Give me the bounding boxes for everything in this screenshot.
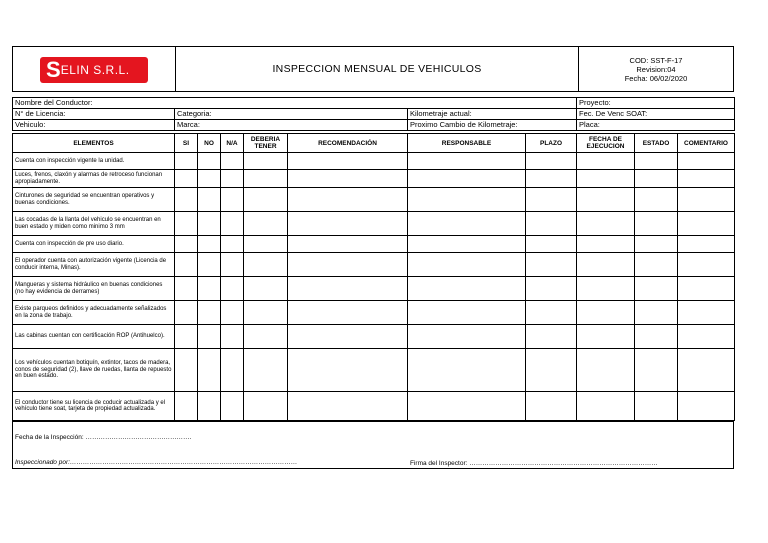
deberia-tener-cell[interactable] — [244, 392, 288, 421]
next-mileage-change-field[interactable]: Proximo Cambio de Kilometraje: — [408, 120, 577, 131]
element-text: Existe parqueos definidos y adecuadamente señalizados en la zona de trabajo. — [13, 301, 175, 325]
na-cell[interactable] — [221, 153, 244, 170]
deberia-tener-cell[interactable] — [244, 153, 288, 170]
si-cell[interactable] — [175, 236, 198, 253]
plazo-cell[interactable] — [526, 301, 577, 325]
no-cell[interactable] — [198, 153, 221, 170]
element-text: Las cocadas de la llanta del vehiculo se encuentran en buen estado y miden como minimo 3 mm — [13, 212, 175, 236]
estado-cell[interactable] — [635, 236, 678, 253]
form-title: INSPECCION MENSUAL DE VEHICULOS — [176, 47, 579, 92]
comentario-cell[interactable] — [678, 153, 735, 170]
si-cell[interactable] — [175, 153, 198, 170]
fecha-ejecucion-cell[interactable] — [577, 349, 635, 392]
checklist-row — [13, 349, 735, 392]
checklist-body — [13, 153, 735, 421]
recomendacion-cell[interactable] — [288, 170, 408, 188]
element-text: El conductor tiene su licencia de coducir actualizada y el vehículo tiene soat, tarjeta de propiedad actualizada. — [13, 392, 175, 421]
inspection-date-field[interactable]: Fecha de la Inspección: …………………………………………. — [15, 434, 192, 441]
checklist-row — [13, 153, 735, 170]
col-elementos: ELEMENTOS — [13, 134, 175, 153]
col-no: NO — [198, 134, 221, 153]
inspector-signature-field[interactable]: Firma del Inspector: …………………………………………………………………………… — [410, 460, 658, 467]
recomendacion-cell[interactable] — [288, 212, 408, 236]
logo-cell — [13, 47, 176, 92]
estado-cell[interactable] — [635, 301, 678, 325]
checklist-row — [13, 212, 735, 236]
fecha-ejecucion-cell[interactable] — [577, 301, 635, 325]
no-cell[interactable] — [198, 253, 221, 277]
inspected-by-field[interactable]: Inspeccionado por:…………………………………………………………………………………………… — [15, 459, 298, 466]
form-header — [12, 46, 734, 92]
comentario-cell[interactable] — [678, 236, 735, 253]
col-si: SI — [175, 134, 198, 153]
responsable-cell[interactable] — [408, 188, 526, 212]
deberia-tener-cell[interactable] — [244, 277, 288, 301]
plazo-cell[interactable] — [526, 153, 577, 170]
checklist-row — [13, 236, 735, 253]
checklist-row — [13, 392, 735, 421]
fecha-ejecucion-cell[interactable] — [577, 277, 635, 301]
col-deberia-tener: DEBERIA TENER — [244, 134, 288, 153]
si-cell[interactable] — [175, 277, 198, 301]
na-cell[interactable] — [221, 349, 244, 392]
responsable-cell[interactable] — [408, 253, 526, 277]
estado-cell[interactable] — [635, 277, 678, 301]
comentario-cell[interactable] — [678, 253, 735, 277]
deberia-tener-cell[interactable] — [244, 253, 288, 277]
license-number-field[interactable]: N° de Licencia: — [13, 109, 175, 120]
no-cell[interactable] — [198, 392, 221, 421]
no-cell[interactable] — [198, 349, 221, 392]
deberia-tener-cell[interactable] — [244, 188, 288, 212]
na-cell[interactable] — [221, 212, 244, 236]
comentario-cell[interactable] — [678, 301, 735, 325]
form-footer — [12, 421, 734, 469]
estado-cell[interactable] — [635, 325, 678, 349]
responsable-cell[interactable] — [408, 325, 526, 349]
recomendacion-cell[interactable] — [288, 277, 408, 301]
plazo-cell[interactable] — [526, 212, 577, 236]
checklist-row — [13, 253, 735, 277]
col-plazo: PLAZO — [526, 134, 577, 153]
recomendacion-cell[interactable] — [288, 253, 408, 277]
na-cell[interactable] — [221, 188, 244, 212]
checklist-row — [13, 277, 735, 301]
company-logo: SELIN S.R.L. — [40, 57, 148, 83]
comentario-cell[interactable] — [678, 212, 735, 236]
element-text: Cinturones de seguridad se encuentran operativos y buenas condiciones. — [13, 188, 175, 212]
col-na: N/A — [221, 134, 244, 153]
estado-cell[interactable] — [635, 188, 678, 212]
si-cell[interactable] — [175, 301, 198, 325]
recomendacion-cell[interactable] — [288, 325, 408, 349]
deberia-tener-cell[interactable] — [244, 349, 288, 392]
si-cell[interactable] — [175, 349, 198, 392]
plazo-cell[interactable] — [526, 188, 577, 212]
fecha-ejecucion-cell[interactable] — [577, 253, 635, 277]
current-mileage-field[interactable]: Kilometraje actual: — [408, 109, 577, 120]
element-text: Mangueras y sistema hidráulico en buenas condiciones (no hay evidencia de derrames) — [13, 277, 175, 301]
fecha-ejecucion-cell[interactable] — [577, 236, 635, 253]
recomendacion-cell[interactable] — [288, 349, 408, 392]
deberia-tener-cell[interactable] — [244, 236, 288, 253]
col-fecha-ejecucion: FECHA DE EJECUCION — [577, 134, 635, 153]
comentario-cell[interactable] — [678, 349, 735, 392]
fecha-ejecucion-cell[interactable] — [577, 392, 635, 421]
si-cell[interactable] — [175, 170, 198, 188]
inspection-form — [12, 46, 734, 469]
soat-expiry-field[interactable]: Fec. De Venc SOAT: — [577, 109, 735, 120]
col-estado: ESTADO — [635, 134, 678, 153]
element-text: Luces, frenos, claxón y alarmas de retroceso funcionan apropiadamente. — [13, 170, 175, 188]
fecha-ejecucion-cell[interactable] — [577, 212, 635, 236]
responsable-cell[interactable] — [408, 170, 526, 188]
checklist-row — [13, 188, 735, 212]
plazo-cell[interactable] — [526, 392, 577, 421]
recomendacion-cell[interactable] — [288, 188, 408, 212]
comentario-cell[interactable] — [678, 392, 735, 421]
recomendacion-cell[interactable] — [288, 301, 408, 325]
element-text: Las cabinas cuentan con certificación ROP (Antihuelco). — [13, 325, 175, 349]
comentario-cell[interactable] — [678, 325, 735, 349]
element-text: El operador cuenta con autorización vigente (Licencia de conducir interna, Minas). — [13, 253, 175, 277]
comentario-cell[interactable] — [678, 170, 735, 188]
na-cell[interactable] — [221, 301, 244, 325]
na-cell[interactable] — [221, 325, 244, 349]
estado-cell[interactable] — [635, 349, 678, 392]
checklist-row — [13, 301, 735, 325]
project-field[interactable]: Proyecto: — [577, 98, 735, 109]
col-comentario: COMENTARIO — [678, 134, 735, 153]
deberia-tener-cell[interactable] — [244, 325, 288, 349]
na-cell[interactable] — [221, 236, 244, 253]
plazo-cell[interactable] — [526, 253, 577, 277]
responsable-cell[interactable] — [408, 212, 526, 236]
no-cell[interactable] — [198, 188, 221, 212]
si-cell[interactable] — [175, 212, 198, 236]
col-responsable: RESPONSABLE — [408, 134, 526, 153]
estado-cell[interactable] — [635, 212, 678, 236]
estado-cell[interactable] — [635, 153, 678, 170]
no-cell[interactable] — [198, 301, 221, 325]
no-cell[interactable] — [198, 325, 221, 349]
element-text: Los vehículos cuentan botiquín, extintor, tacos de madera, conos de seguridad (2), llave de ruedas, llanta de repuesto en buen estado. — [13, 349, 175, 392]
responsable-cell[interactable] — [408, 349, 526, 392]
plazo-cell[interactable] — [526, 325, 577, 349]
fecha-ejecucion-cell[interactable] — [577, 153, 635, 170]
estado-cell[interactable] — [635, 253, 678, 277]
col-recomendacion: RECOMENDACIÓN — [288, 134, 408, 153]
brand-field[interactable]: Marca: — [175, 120, 408, 131]
checklist-row — [13, 170, 735, 188]
date-text: Fecha: 06/02/2020 — [624, 73, 688, 83]
plate-field[interactable]: Placa: — [577, 120, 735, 131]
recomendacion-cell[interactable] — [288, 392, 408, 421]
si-cell[interactable] — [175, 253, 198, 277]
document-code — [579, 47, 734, 92]
plazo-cell[interactable] — [526, 170, 577, 188]
deberia-tener-cell[interactable] — [244, 301, 288, 325]
no-cell[interactable] — [198, 212, 221, 236]
responsable-cell[interactable] — [408, 301, 526, 325]
no-cell[interactable] — [198, 236, 221, 253]
category-field[interactable]: Categoria: — [175, 109, 408, 120]
info-block — [12, 97, 735, 131]
na-cell[interactable] — [221, 392, 244, 421]
na-cell[interactable] — [221, 170, 244, 188]
comentario-cell[interactable] — [678, 277, 735, 301]
revision-text: Revision:04 — [636, 64, 676, 74]
na-cell[interactable] — [221, 277, 244, 301]
vehicle-field[interactable]: Vehiculo: — [13, 120, 175, 131]
plazo-cell[interactable] — [526, 349, 577, 392]
fecha-ejecucion-cell[interactable] — [577, 170, 635, 188]
fecha-ejecucion-cell[interactable] — [577, 188, 635, 212]
checklist-row — [13, 325, 735, 349]
plazo-cell[interactable] — [526, 277, 577, 301]
deberia-tener-cell[interactable] — [244, 212, 288, 236]
si-cell[interactable] — [175, 325, 198, 349]
estado-cell[interactable] — [635, 392, 678, 421]
deberia-tener-cell[interactable] — [244, 170, 288, 188]
responsable-cell[interactable] — [408, 392, 526, 421]
na-cell[interactable] — [221, 253, 244, 277]
responsable-cell[interactable] — [408, 236, 526, 253]
fecha-ejecucion-cell[interactable] — [577, 325, 635, 349]
code-text: COD: SST-F-17 — [629, 55, 683, 65]
driver-name-field[interactable]: Nombre del Conductor: — [13, 98, 577, 109]
estado-cell[interactable] — [635, 170, 678, 188]
si-cell[interactable] — [175, 392, 198, 421]
si-cell[interactable] — [175, 188, 198, 212]
comentario-cell[interactable] — [678, 188, 735, 212]
plazo-cell[interactable] — [526, 236, 577, 253]
element-text: Cuenta con inspección de pre uso diario. — [13, 236, 175, 253]
checklist-table — [12, 133, 735, 421]
no-cell[interactable] — [198, 170, 221, 188]
element-text: Cuenta con inspección vigente la unidad. — [13, 153, 175, 170]
responsable-cell[interactable] — [408, 277, 526, 301]
checklist-header-row — [13, 134, 735, 153]
recomendacion-cell[interactable] — [288, 236, 408, 253]
recomendacion-cell[interactable] — [288, 153, 408, 170]
responsable-cell[interactable] — [408, 153, 526, 170]
no-cell[interactable] — [198, 277, 221, 301]
